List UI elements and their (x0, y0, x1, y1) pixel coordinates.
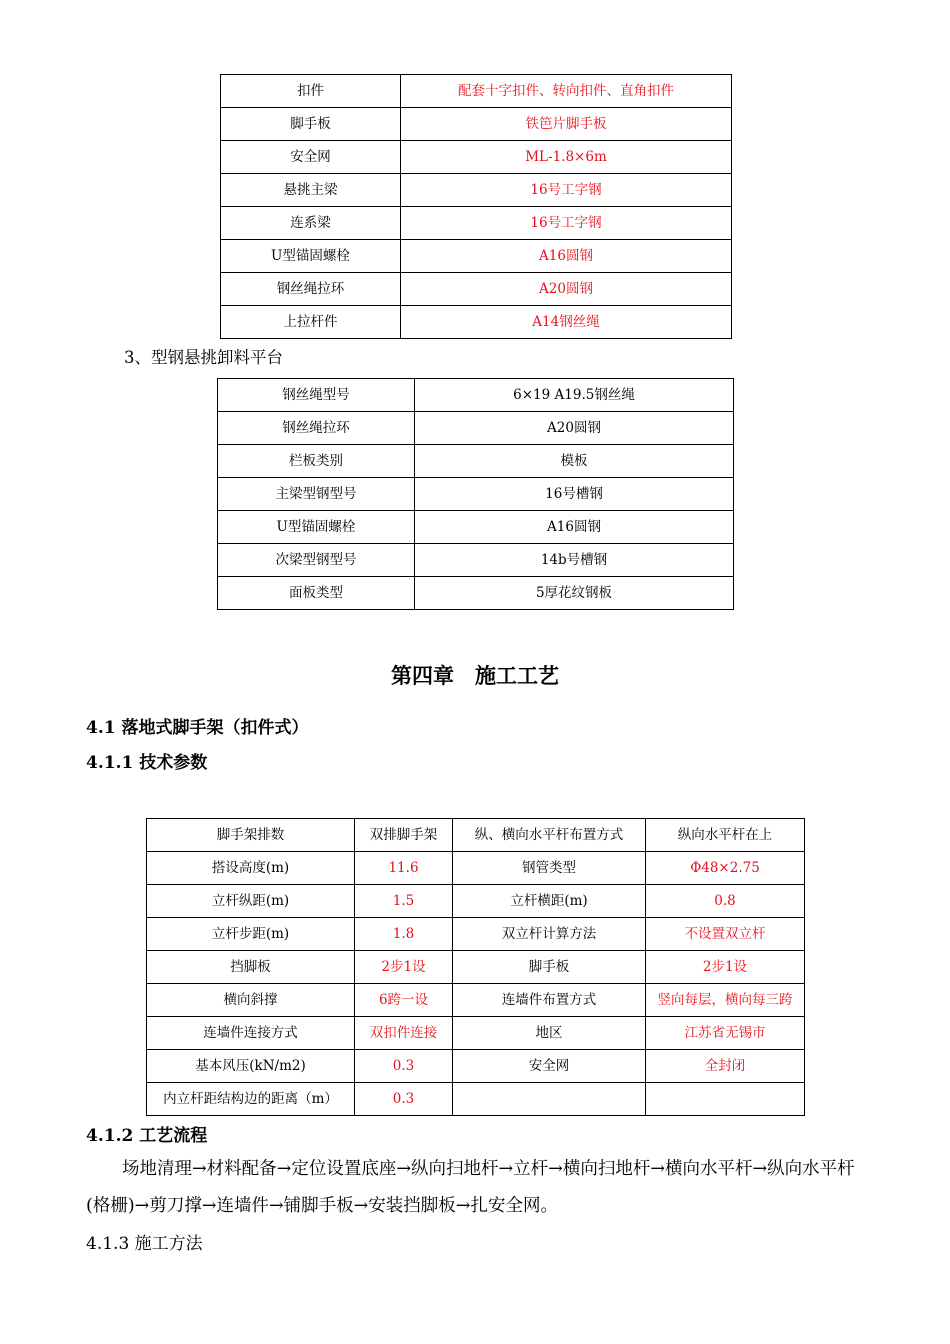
table-row (221, 141, 732, 174)
materials-table (220, 74, 732, 339)
table-row (147, 885, 805, 918)
param-value (646, 1083, 805, 1116)
param-value: 2步1设 (355, 951, 453, 984)
param-label: 横向斜撑 (147, 984, 355, 1017)
param-label: 立杆纵距(m) (147, 885, 355, 918)
row-value: 16号工字钢 (401, 207, 732, 240)
row-label: 面板类型 (218, 577, 415, 610)
table-row (218, 544, 734, 577)
param-label: 挡脚板 (147, 951, 355, 984)
row-label: 上拉杆件 (221, 306, 401, 339)
table-row (147, 1017, 805, 1050)
row-label: U型锚固螺栓 (218, 511, 415, 544)
row-label: 钢丝绳型号 (218, 379, 415, 412)
param-label: 双立杆计算方法 (453, 918, 646, 951)
param-label: 连墙件连接方式 (147, 1017, 355, 1050)
table-row (221, 306, 732, 339)
row-label: 脚手板 (221, 108, 401, 141)
chapter-title: 第四章 施工工艺 (391, 663, 559, 688)
param-value: 全封闭 (646, 1050, 805, 1083)
table-row (147, 852, 805, 885)
param-label: 地区 (453, 1017, 646, 1050)
heading-4-1: 4.1 落地式脚手架（扣件式） (86, 718, 309, 738)
section-3-heading: 3、型钢悬挑卸料平台 (124, 348, 283, 367)
row-label: 次梁型钢型号 (218, 544, 415, 577)
table-row (221, 108, 732, 141)
param-value: 1.8 (355, 918, 453, 951)
row-value: 16号槽钢 (415, 478, 734, 511)
param-value: 江苏省无锡市 (646, 1017, 805, 1050)
row-value: 5厚花纹钢板 (415, 577, 734, 610)
param-label: 脚手板 (453, 951, 646, 984)
row-value: 16号工字钢 (401, 174, 732, 207)
row-label: 栏板类别 (218, 445, 415, 478)
row-value: 模板 (415, 445, 734, 478)
row-value: A20圆钢 (401, 273, 732, 306)
param-value: 不设置双立杆 (646, 918, 805, 951)
row-value: 铁笆片脚手板 (401, 108, 732, 141)
table-row (218, 412, 734, 445)
param-label: 立杆步距(m) (147, 918, 355, 951)
row-value: A20圆钢 (415, 412, 734, 445)
param-label: 基本风压(kN/m2) (147, 1050, 355, 1083)
table-row (218, 445, 734, 478)
param-value: 0.3 (355, 1050, 453, 1083)
row-label: 悬挑主梁 (221, 174, 401, 207)
param-value: 双扣件连接 (355, 1017, 453, 1050)
param-label: 钢管类型 (453, 852, 646, 885)
param-label: 内立杆距结构边的距离（m） (147, 1083, 355, 1116)
table-row (147, 951, 805, 984)
param-value: 11.6 (355, 852, 453, 885)
table-row (147, 918, 805, 951)
row-value: A16圆钢 (401, 240, 732, 273)
param-label: 连墙件布置方式 (453, 984, 646, 1017)
param-value: 1.5 (355, 885, 453, 918)
param-value: 双排脚手架 (355, 819, 453, 852)
param-value: Φ48×2.75 (646, 852, 805, 885)
table-row (147, 984, 805, 1017)
param-label (453, 1083, 646, 1116)
row-value: A16圆钢 (415, 511, 734, 544)
param-label: 脚手架排数 (147, 819, 355, 852)
row-label: 钢丝绳拉环 (221, 273, 401, 306)
table-row (221, 174, 732, 207)
row-label: 安全网 (221, 141, 401, 174)
param-label: 立杆横距(m) (453, 885, 646, 918)
row-value: 配套十字扣件、转向扣件、直角扣件 (401, 75, 732, 108)
param-value: 0.3 (355, 1083, 453, 1116)
table-row (218, 577, 734, 610)
table-row (147, 1050, 805, 1083)
table-row (147, 819, 805, 852)
heading-4-1-1: 4.1.1 技术参数 (86, 753, 208, 773)
row-value: 14b号槽钢 (415, 544, 734, 577)
table-row (221, 75, 732, 108)
table-row (221, 273, 732, 306)
table-row (221, 240, 732, 273)
param-value: 竖向每层，横向每三跨 (646, 984, 805, 1017)
param-label: 安全网 (453, 1050, 646, 1083)
table-row (221, 207, 732, 240)
row-label: U型锚固螺栓 (221, 240, 401, 273)
param-value: 纵向水平杆在上 (646, 819, 805, 852)
process-paragraph: 场地清理→材料配备→定位设置底座→纵向扫地杆→立杆→横向扫地杆→横向水平杆→纵向水平杆(格栅)→剪刀撑→连墙件→铺脚手板→安装挡脚板→扎安全网。 (86, 1159, 855, 1216)
param-label: 纵、横向水平杆布置方式 (453, 819, 646, 852)
platform-table (217, 378, 734, 610)
row-label: 钢丝绳拉环 (218, 412, 415, 445)
heading-4-1-2: 4.1.2 工艺流程 (86, 1126, 208, 1146)
param-value: 6跨一设 (355, 984, 453, 1017)
param-label: 搭设高度(m) (147, 852, 355, 885)
heading-4-1-3: 4.1.3 施工方法 (86, 1234, 203, 1254)
param-value: 0.8 (646, 885, 805, 918)
row-label: 主梁型钢型号 (218, 478, 415, 511)
param-value: 2步1设 (646, 951, 805, 984)
row-value: 6×19 A19.5钢丝绳 (415, 379, 734, 412)
table-row (147, 1083, 805, 1116)
row-label: 扣件 (221, 75, 401, 108)
table-row (218, 379, 734, 412)
row-value: ML-1.8×6m (401, 141, 732, 174)
table-row (218, 478, 734, 511)
row-label: 连系梁 (221, 207, 401, 240)
row-value: A14钢丝绳 (401, 306, 732, 339)
scaffold-parameters-table (146, 818, 805, 1116)
table-row (218, 511, 734, 544)
